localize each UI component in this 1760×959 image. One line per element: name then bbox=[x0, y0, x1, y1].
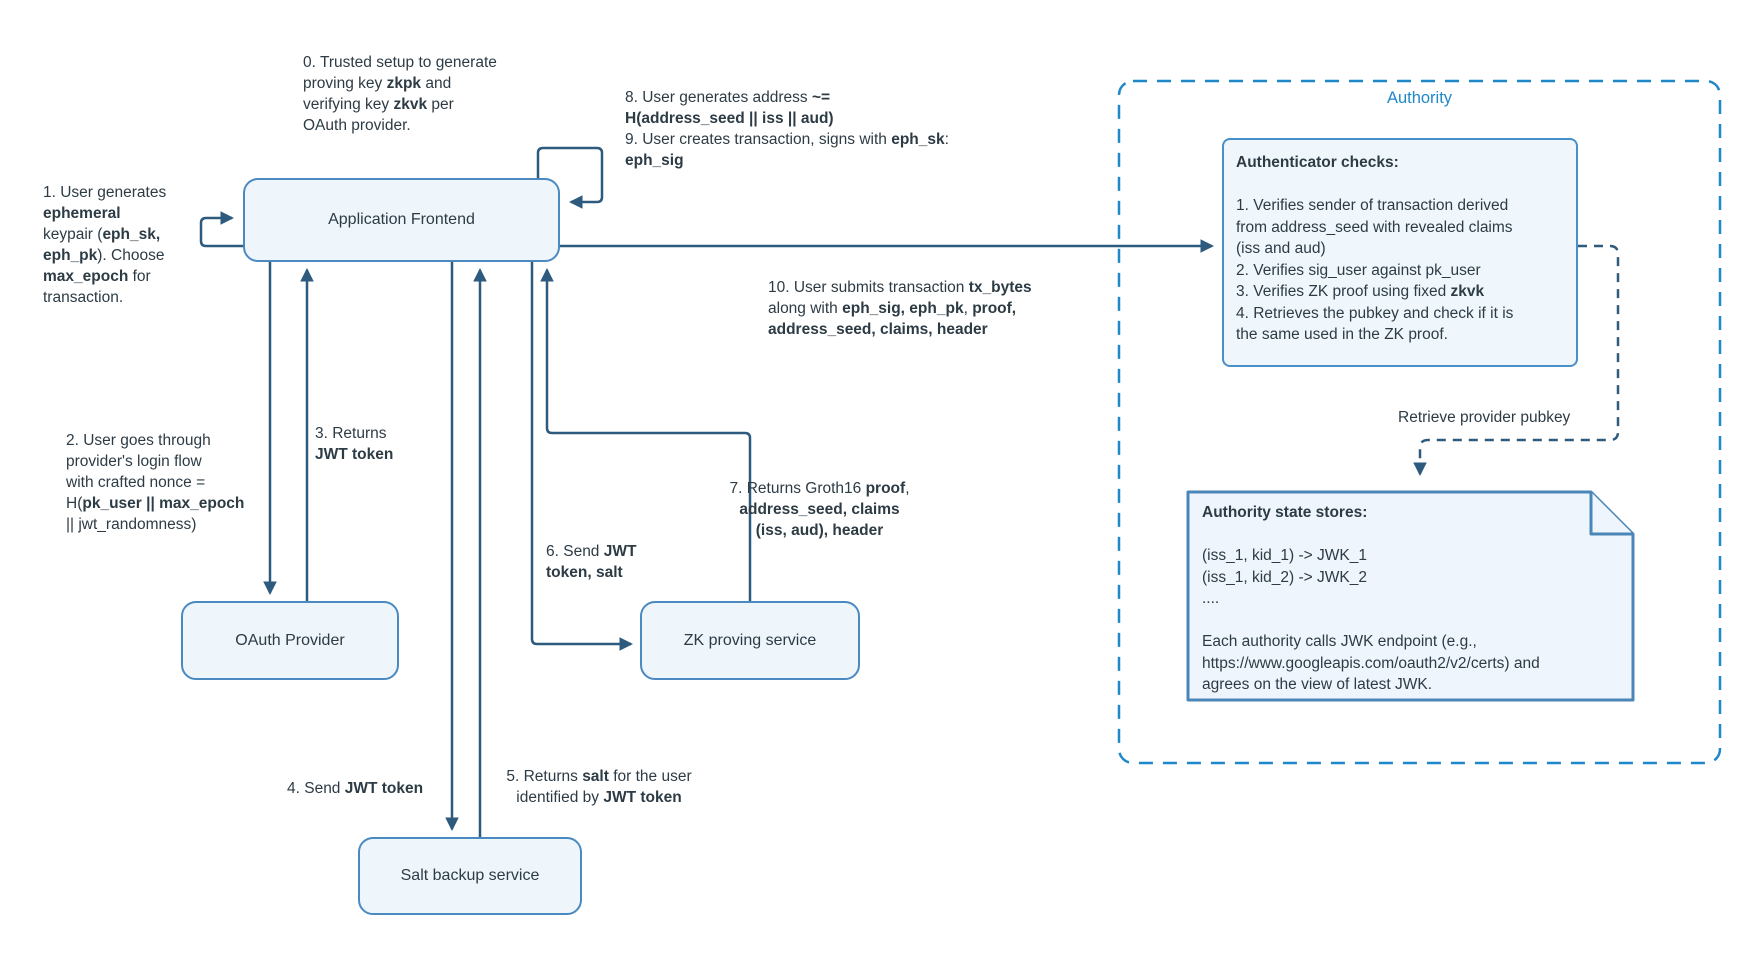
authority-state-stores-text: Authority state stores: (iss_1, kid_1) -> JWK_1 (iss_1, kid_2) -> JWK_2 .... Each authority calls JWK endpoint (e.g., https://www.googleapis.com/oauth2/v2/certs) and agrees on the view of latest JWK. bbox=[1202, 504, 1540, 693]
application-frontend-node bbox=[243, 178, 560, 262]
annotation-step-3: 3. Returns JWT token bbox=[315, 425, 394, 463]
annotation-step-10: 10. User submits transaction tx_bytes along with eph_sig, eph_pk, proof, address_seed, claims, header bbox=[768, 279, 1032, 338]
annotation-step-0: 0. Trusted setup to generate proving key zkpk and verifying key zkvk per OAuth provider. bbox=[303, 54, 497, 134]
annotation-step-2: 2. User goes through provider's login flow with crafted nonce = H(pk_user || max_epoch || jwt_randomness) bbox=[66, 432, 245, 533]
zk-proving-service-label: ZK proving service bbox=[683, 631, 817, 649]
annotation-retrieve-pubkey: Retrieve provider pubkey bbox=[1398, 409, 1571, 426]
salt-backup-service-label: Salt backup service bbox=[400, 867, 540, 884]
application-frontend-label: Application Frontend bbox=[328, 211, 475, 228]
zk-proving-service-node bbox=[640, 601, 860, 680]
annotation-step-7: 7. Returns Groth16 proof, address_seed, claims (iss, aud), header bbox=[729, 480, 910, 539]
salt-backup-service-node bbox=[358, 837, 582, 915]
oauth-provider-label: OAuth Provider bbox=[235, 631, 345, 649]
annotation-step-6: 6. Send JWT token, salt bbox=[546, 543, 637, 581]
oauth-provider-node bbox=[181, 601, 399, 680]
authenticator-checks-box: Authenticator checks: 1. Verifies sender of transaction derived from address_seed with revealed claims (iss and aud) 2. Verifies sig_user against pk_user 3. Verifies ZK proof using fixed zkvk 4. Retrieves the pubkey and check if it is the same used in the ZK proof. bbox=[1222, 138, 1578, 367]
annotation-step-8-9: 8. User generates address ~= H(address_seed || iss || aud) 9. User creates transaction, signs with eph_sk: eph_sig bbox=[625, 89, 949, 169]
annotation-step-4: 4. Send JWT token bbox=[287, 780, 424, 797]
authority-title: Authority bbox=[1386, 89, 1453, 107]
annotation-step-5: 5. Returns salt for the user identified by JWT token bbox=[506, 768, 692, 806]
arrow-ephemeral-keypair-loop bbox=[201, 218, 243, 246]
annotation-step-1: 1. User generates ephemeral keypair (eph_sk, eph_pk). Choose max_epoch for transaction. bbox=[43, 184, 167, 306]
